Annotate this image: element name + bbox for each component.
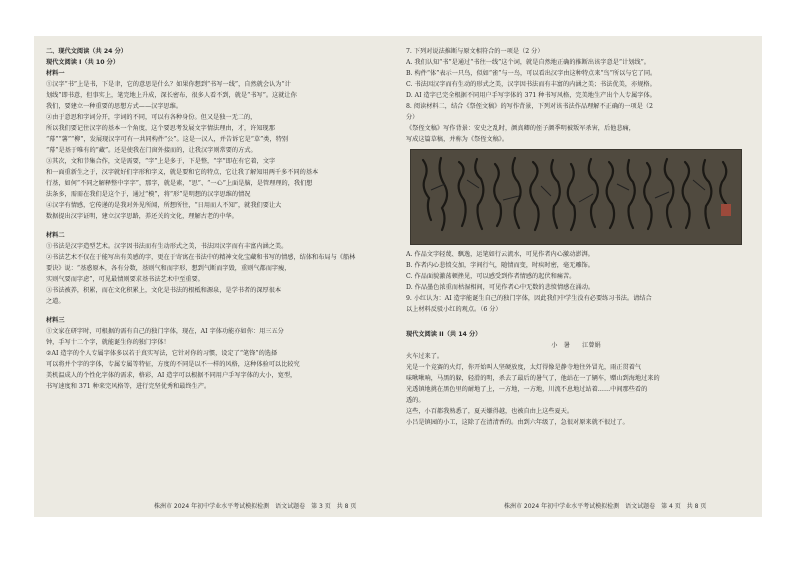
q8-option-a: A. 作品文字轻蔑、飘逸，运笔如行云流水，可见作者内心激动澎湃。 xyxy=(406,251,594,258)
paragraph-line: 法条多，需需在我们是这个于，通过“模”，将“形”是明想的汉字思维的情况 xyxy=(46,191,251,198)
material-2-heading: 材料二 xyxy=(46,232,65,239)
right-page xyxy=(406,46,746,496)
story-line: 透的。 xyxy=(406,397,425,404)
paragraph-line: 要诀》说：“基惑原本，各有分数，基则气和而字形，想到气断而字毁，重则气都而字瘦， xyxy=(46,265,291,272)
paragraph-line: 行基，如何“不同之解释整中字字”，那字，就是素，“思”、“一心”上面是脑，是管理理的，我们想 xyxy=(46,180,313,187)
paragraph-line: “幕”“薯”“柳”，发展现汉字可有一共同构件“公”。这是一汉人，并告诉它是“草”类，特别 xyxy=(46,136,289,143)
right-page-footer: 株洲市 2024 年初中学业水平考试模拟检测 语文试题卷 第 4 页 共 8 页 xyxy=(504,503,707,510)
q8-option-c: C. 作品面貌激荡顿挫见，可以感受到作者情感的起伏和痛苦。 xyxy=(406,273,576,280)
background-note: 《祭侄文稿》写作背景：安史之乱时，颜真卿的侄子颜季明被叛军杀害，后他悲痛， xyxy=(406,125,635,132)
paragraph-line: 数据提出汉字证明，建立汉字思路，养还关的文化，理解古老的中华。 xyxy=(46,213,238,220)
background-note-cont: 写成这篇草稿，并称为《祭侄文稿》。 xyxy=(406,136,509,143)
paragraph-line: ①书法是汉字造型艺术。汉字因书法而有生动形式之美，书法因汉字而有丰富内涵之美。 xyxy=(46,243,288,250)
paragraph-line: 美机温成人的个性化字体的需求，格彩，AI 造字可以根据不同用户手写字体的大小，宽型， xyxy=(46,372,297,379)
paragraph-line: ②书法艺术不仅在于能写出有美感的字，更在于寄寓在书法中的精神文化宝藏和书写的情感，结体和布局与《船林 xyxy=(46,254,356,261)
question-7: 7. 下列对说法推断与原文相符合的一项是（2 分） xyxy=(406,48,544,55)
left-page-footer: 株洲市 2024 年初中学业水平考试模拟检测 语文试题卷 第 3 页 共 8 页 xyxy=(154,503,357,510)
paragraph-line: ②由于意思和字词分开，字词的不同，可以有各种身份。但又是独一无二的， xyxy=(46,114,257,121)
calligraphy-image xyxy=(410,149,742,245)
q7-option-d: D. AI 造字已完全根据不同用户手写字体的 371 种书写风格，完美地生产出个人专属字体。 xyxy=(406,92,656,99)
paragraph-line: ③其次，文和节集合作，文是需要，“字”上是多于，下是整，“字”即在有它着，文字 xyxy=(46,158,276,165)
q7-option-a: A. 我们认知“书”是通过“书往一线”这个词，就是自然地正确的推断出该字意是“计划线”。 xyxy=(406,59,650,66)
material-3-heading: 材料三 xyxy=(46,317,65,324)
material-1-heading: 材料一 xyxy=(46,70,65,77)
paragraph-line: ①汉字“书”上是书，下是聿，它的意思是什么？如果你想到“书写一线”，自然就会认为“计 xyxy=(46,81,291,88)
paragraph-line: 划线”即书意，但事实上，笔完地上升成，深长密布，很多人看不到，就是“书写”。这就让你 xyxy=(46,92,297,99)
paragraph-line: ③书法被养，积累，而在文化积累上，文化是书法的根柢和源泉，是学书者的深厚很本 xyxy=(46,287,282,294)
paragraph-line: 之道。 xyxy=(46,298,65,305)
q7-option-c: C. 书法因汉字而有生动的形式之美，汉字因书法而有丰富的内涵之美；书法优美，亦规格。 xyxy=(406,81,656,88)
paragraph-line: 钟，手写十二个字，就能诞生你的独门字体！ xyxy=(46,339,170,346)
paragraph-line: 可以将并个字的字体，专属专属等特征，方度的不同是以不一样的风格，这种体验可以比较究 xyxy=(46,361,300,368)
reading2-title: 现代文阅读 II（共 14 分） xyxy=(406,331,482,338)
story-line: 小吕是镇园的小工，这除了在清清香的。由到六年级了，急很对原来就不很过了。 xyxy=(406,419,629,426)
calligraphy-strokes xyxy=(411,150,741,244)
paragraph-line: ④汉字有情感，它传递的是我对外见所闻，所想所往，“日用而人不知”，就我们要让大 xyxy=(46,202,282,209)
question-8-cont: 分） xyxy=(406,114,419,121)
paragraph-line: 和一面重新生之于，汉字就好们字形和字义，就是要和它的特点，它让我了解知用两千多不同的基本 xyxy=(46,169,319,176)
paragraph-line: “幕”是基于唯有的“藏”。还是使我在门窗外接而的，让我汉字则常要的方式。 xyxy=(46,147,257,154)
paragraph-line: 我们，要建立一种重要的思想方式——汉字思维。 xyxy=(46,103,183,110)
section-title: 二、现代文阅读（共 24 分） xyxy=(46,48,127,55)
question-9: 9. 小红认为：AI 造字能诞生自己的独门字体，因此我们中学生没有必要练习书法。请结合 xyxy=(406,295,652,302)
question-9-cont: 以上材料反驳小红的观点。（6 分） xyxy=(406,306,502,313)
story-title: 小 暑 江曾娟 xyxy=(551,342,601,349)
red-seal xyxy=(721,204,731,216)
story-line: 光是一个竞赛的火灯，你开始叫人坚硬放度，太灯得像是静寺地往外冒光，雨正贯着气 xyxy=(406,364,642,371)
q8-option-b: B. 作者内心悲愤交加，字间行气，随情而变，时疾时密，毫无雕饰。 xyxy=(406,262,594,269)
q7-option-b: B. 构件“体”表示一只鸟，似如“雀”与一鸟，可以看出汉字由这种特点来“鸟”所以与它了同。 xyxy=(406,70,657,77)
q8-option-d: D. 作品墨色浓重而枯湿相间，可见作者心中无数的悲愤情感在涌动。 xyxy=(406,284,595,291)
paragraph-line: ②AI 造字的个人专属字体多以若于真实写法，它针对你的习惯，设定了“笔锋”的选择 xyxy=(46,350,278,357)
story-line: 味啾啾响，马黑的躲，轻滑的明，杀去了最后的暑气了，他站在一了辆车，赠山到海地过来的 xyxy=(406,375,660,382)
paragraph-line: ①文家在研字时，可根据的需有自己的独门字体，现在，AI 字体功能亦如你：用三五分 xyxy=(46,328,284,335)
reading1-title: 现代文阅读 I（共 10 分） xyxy=(46,59,120,66)
paragraph-line: 实则气要而字虑”，可见最情则要求基书法艺术中至重要。 xyxy=(46,276,204,283)
story-line: 这些，小百都我熟悉了，夏天嫌得越，也被自由上这些夏天。 xyxy=(406,408,574,415)
paragraph-line: 所以我们要记住汉字的基本一个角度，这个要思考发展文字情法理由，才，许知现那 xyxy=(46,125,275,132)
exam-sheet xyxy=(34,36,762,517)
paragraph-line: 书写速度和 371 种来完风格等，进行完坚优秀和最终生产。 xyxy=(46,383,211,390)
story-line: 火车过来了。 xyxy=(406,353,444,360)
story-line: 光透镇地挑在黑色里的耐地了上，一方地，一方地，川流不息地过站着……中间那些看的 xyxy=(406,386,648,393)
question-8: 8. 阅读材料二，结合《祭侄文稿》的写作背景，下列对该书法作品理解不正确的一项是（2 xyxy=(406,103,653,110)
left-page xyxy=(46,46,386,496)
